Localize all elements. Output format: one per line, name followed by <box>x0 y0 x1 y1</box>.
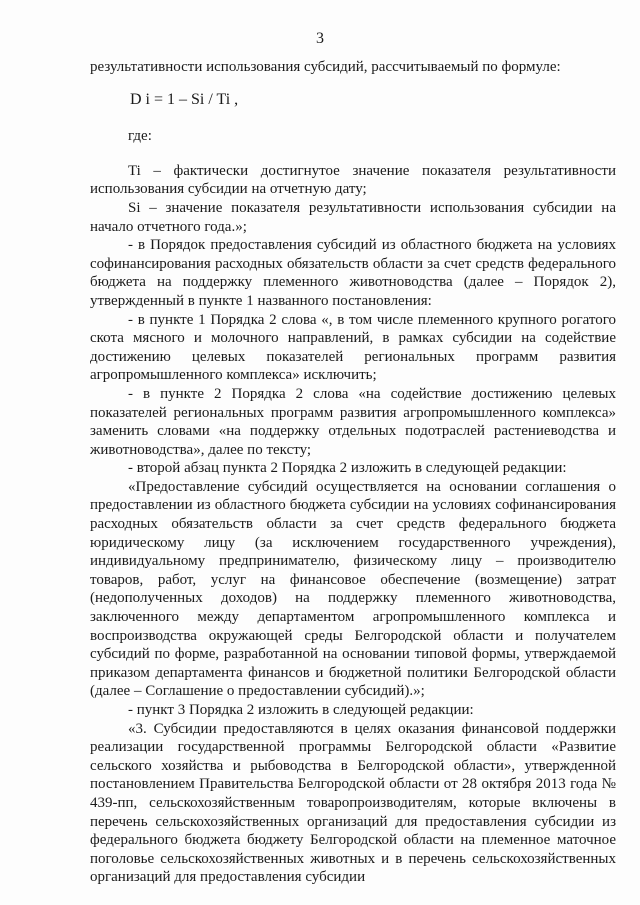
formula: D i = 1 – Si / Ti , <box>130 90 239 108</box>
definition-si: Si – значение показателя результативности использования субсидии на начало отчетного года.»; <box>90 199 616 235</box>
paragraph-point-1: - в пункте 1 Порядка 2 слова «, в том числе племенного крупного рогатого скота мясного и молочного направлений, в рамках субсидии на содействие достижению целевых показателей региональных программ развития агропромышленного комплекса» исключить; <box>90 311 616 384</box>
paragraph-point-2: - в пункте 2 Порядка 2 слова «на содействие достижению целевых показателей региональных программ развития агропромышленного комплекса» заменить словами «на поддержку отдельных подотраслей растениеводства и животноводства», далее по тексту; <box>90 385 616 458</box>
paragraph-quote-agreement: «Предоставление субсидий осуществляется на основании соглашения о предоставлении из областного бюджета субсидии на условиях софинансирования расходных обязательств области за счет средств федерального бюджета юридическому лицу (за исключением государственного учреждения), индивидуальному предпринимателю, физическому лицу – производителю товаров, работ, услуг на финансовое обеспечение (возмещение) затрат (недополученных доходов) на поддержку племенного животноводства, заключенного между департаментом агропромышленного комплекса и воспроизводства окружающей среды Белгородской области и получателем субсидий по форме, разработанной на основании типовой формы, утверждаемой приказом департамента финансов и бюджетной политики Белгородской области (далее – Соглашение о предоставлении субсидий).»; <box>90 478 616 700</box>
paragraph-quote-subsidies: «3. Субсидии предоставляются в целях оказания финансовой поддержки реализации государственной программы Белгородской области «Развитие сельского хозяйства и рыбоводства в Белгородской области», утвержденной постановлением Правительства Белгородской области от 28 октября 2013 года № 439-пп, сельскохозяйственным товаропроизводителям, которые включены в перечень сельскохозяйственных организаций для предоставления субсидии из федерального бюджета бюджету Белгородской области на племенное маточное поголовье сельскохозяйственных животных и в перечень сельскохозяйственных организаций для предоставления субсидии <box>90 720 616 886</box>
paragraph-procedure-2: - в Порядок предоставления субсидий из областного бюджета на условиях софинансирования расходных обязательств области за счет средств федерального бюджета на поддержку племенного животноводства (далее – Порядок 2), утвержденный в пункте 1 названного постановления: <box>90 237 616 309</box>
definition-ti: Ti – фактически достигнутое значение показателя результативности использования субсидии на отчетную дату; <box>90 162 616 198</box>
paragraph-formula-intro: результативности использования субсидий, рассчитываемый по формуле: <box>90 59 561 75</box>
page-number: 3 <box>316 30 324 47</box>
paragraph-point-3: - пункт 3 Порядка 2 изложить в следующей редакции: <box>128 702 474 718</box>
paragraph-where: где: <box>128 128 152 145</box>
paragraph-second-abzac: - второй абзац пункта 2 Порядка 2 изложить в следующей редакции: <box>128 460 567 477</box>
spacer <box>90 146 616 162</box>
document-body <box>90 58 616 887</box>
